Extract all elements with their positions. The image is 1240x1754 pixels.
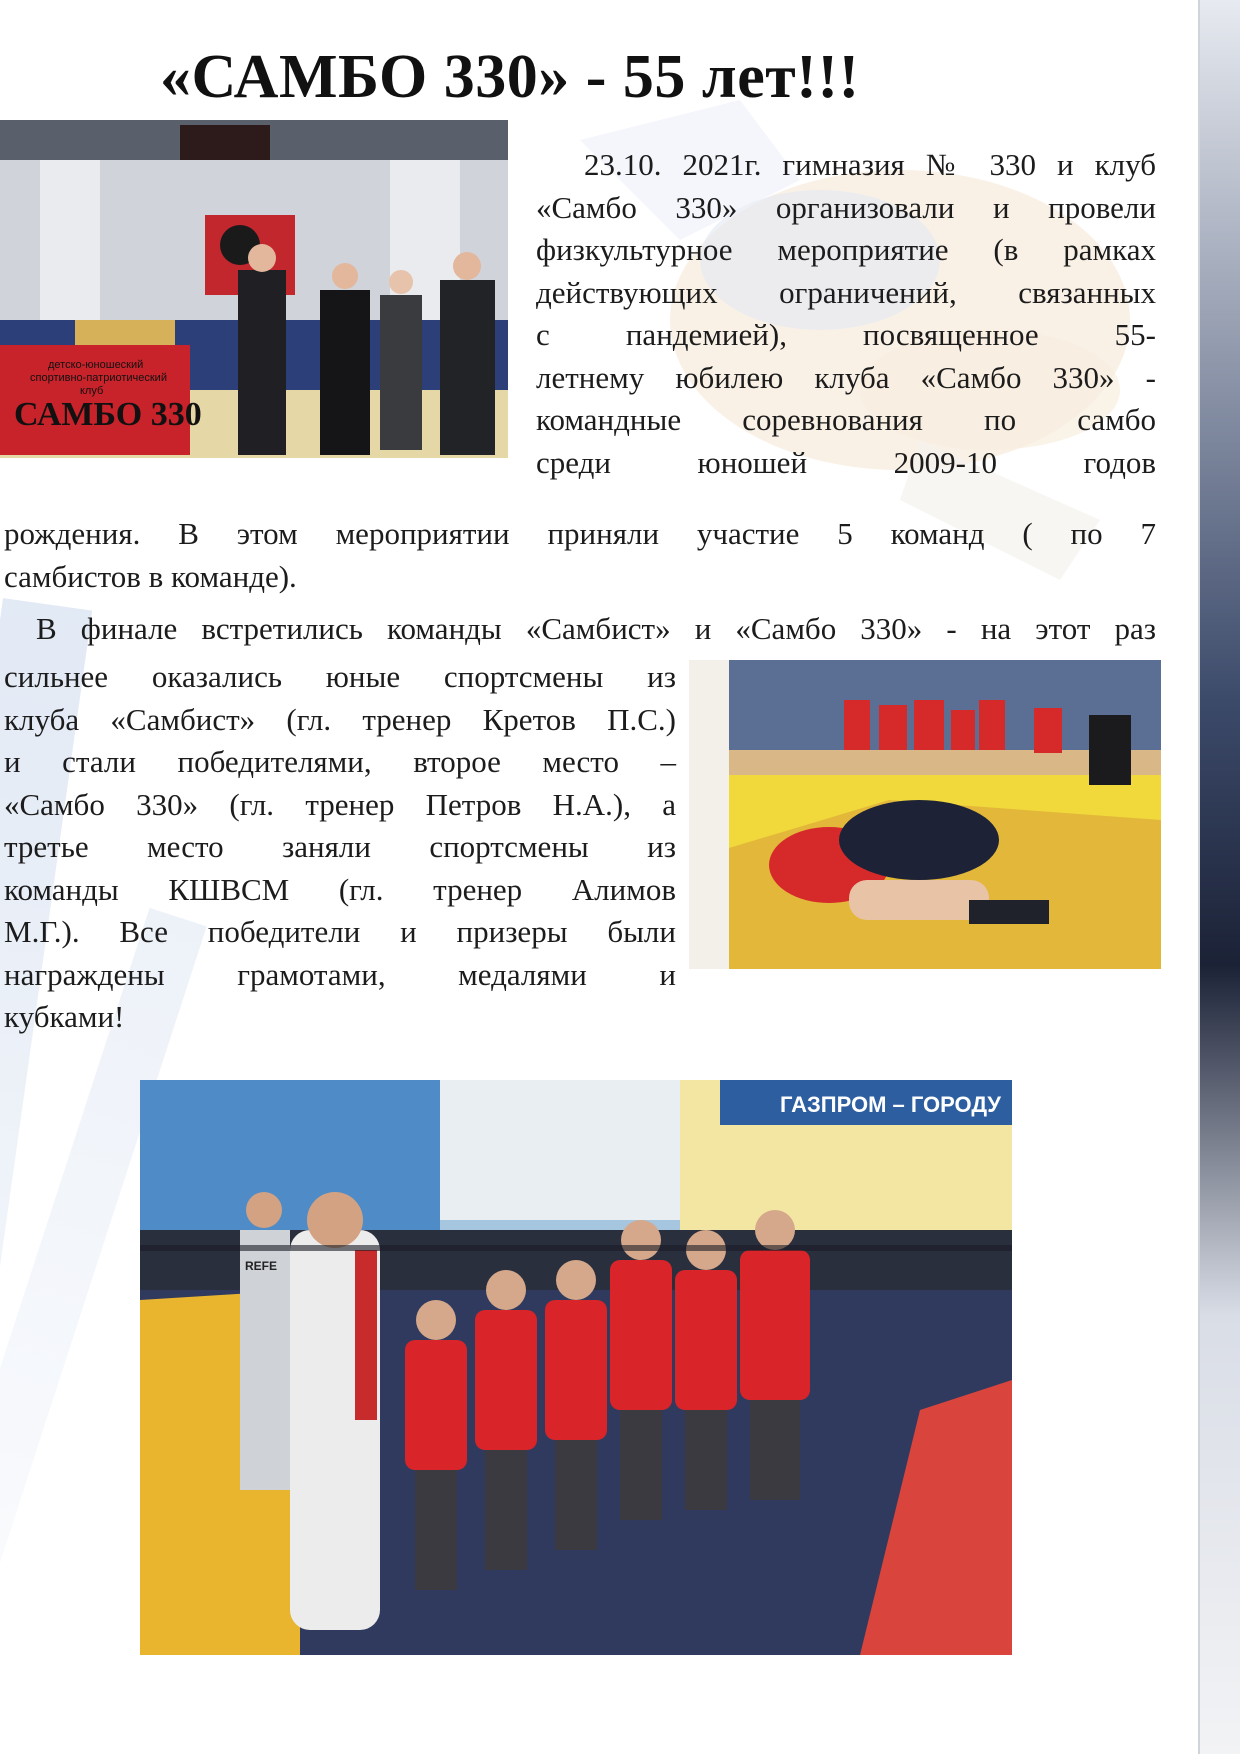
banner-subtitle-2: спортивно-патриотический	[30, 372, 167, 384]
text-line: физкультурное мероприятие (в рамках	[536, 232, 1156, 267]
text-line: «Самбо 330» (гл. тренер Петров Н.А.), а	[4, 786, 676, 822]
referee-text: REFE	[245, 1259, 278, 1273]
text-line: с пандемией), посвященное 55-	[536, 317, 1156, 352]
page-title: «САМБО 330» - 55 лет!!!	[160, 43, 860, 111]
text-line: команды КШВСМ (гл. тренер Алимов	[4, 871, 676, 907]
text-line: командные соревнования по самбо	[536, 402, 1156, 437]
sponsor-text: ГАЗПРОМ – ГОРОДУ	[780, 1092, 1001, 1117]
text-line: действующих ограничений, связанных	[536, 274, 1156, 310]
text-line: сильнее оказались юные спортсмены из	[4, 659, 676, 694]
text-line: самбистов в команде).	[4, 558, 297, 594]
page-edge-strip	[1200, 0, 1240, 1754]
text-line: М.Г.). Все победители и призеры были	[4, 914, 676, 949]
text-line: кубками!	[4, 999, 125, 1034]
text-line: летнему юбилею клуба «Самбо 330» -	[536, 359, 1156, 395]
banner-text: САМБО 330	[14, 396, 202, 433]
text-line: В финале встретились команды «Самбист» и «Самбо 330» - на этот раз	[36, 611, 1156, 646]
bout-photo	[689, 660, 1161, 969]
paragraph-2	[4, 656, 676, 1039]
ceremony-photo	[0, 120, 508, 458]
text-line: клуба «Самбист» (гл. тренер Кретов П.С.)	[4, 701, 676, 737]
text-line: 23.10. 2021г. гимназия № 330 и клуб	[584, 147, 1156, 182]
paragraph-1-right	[536, 144, 1156, 484]
banner-subtitle-3: клуб	[80, 385, 104, 397]
paragraph-2-intro	[4, 608, 1156, 651]
paragraph-1-tail	[4, 513, 1156, 598]
text-line: и стали победителями, второе место –	[4, 744, 676, 779]
text-line: третье место заняли спортсмены из	[4, 829, 676, 864]
text-line: награждены грамотами, медалями и	[4, 956, 676, 992]
lineup-photo	[140, 1080, 1012, 1655]
banner-subtitle-1: детско-юношеский	[48, 359, 144, 371]
text-line: среди юношей 2009-10 годов	[536, 444, 1156, 480]
text-line: рождения. В этом мероприятии приняли участие 5 команд ( по 7	[4, 516, 1156, 551]
text-line: «Самбо 330» организовали и провели	[536, 189, 1156, 225]
